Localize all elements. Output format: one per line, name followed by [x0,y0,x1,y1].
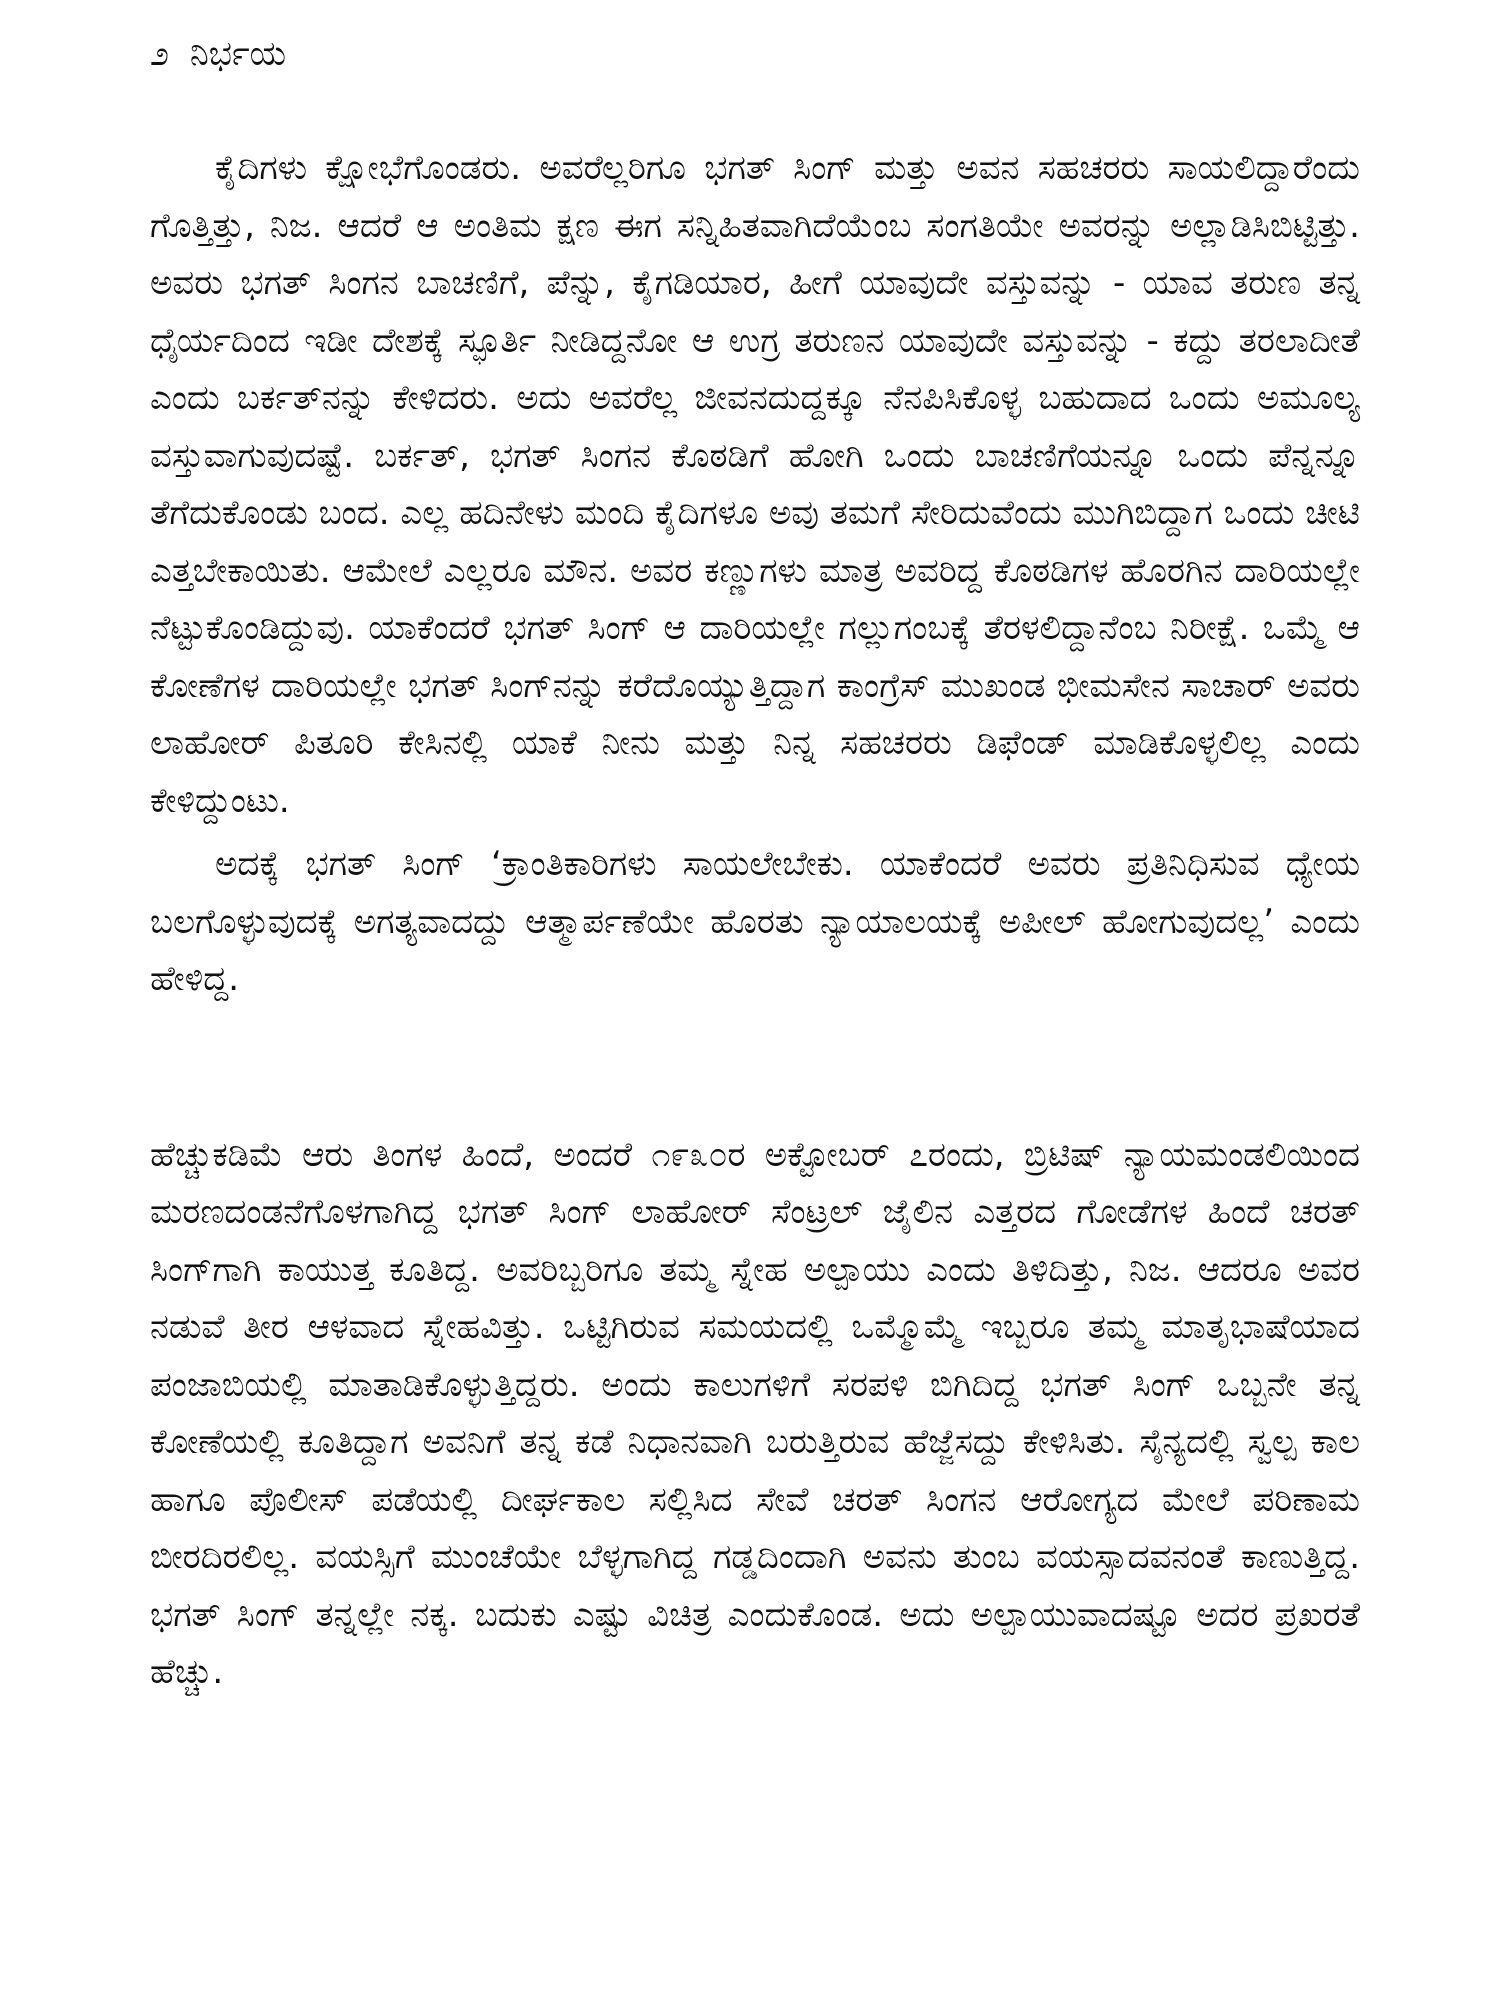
paragraph-prisoners: ಕೈದಿಗಳು ಕ್ಷೋಭೆಗೊಂಡರು. ಅವರೆಲ್ಲರಿಗೂ ಭಗತ್ ಸಿಂಗ್ ಮತ್ತು ಅವನ ಸಹಚರರು ಸಾಯಲಿದ್ದಾರೆಂದು ಗೊತ್ತಿತ್ತು, ನಿಜ. ಆದರೆ ಆ ಅಂತಿಮ ಕ್ಷಣ ಈಗ ಸನ್ನಿಹಿತವಾಗಿದೆಯೆಂಬ ಸಂಗತಿಯೇ ಅವರನ್ನು ಅಲ್ಲಾಡಿಸಿಬಿಟ್ಟಿತ್ತು. ಅವರು ಭಗತ್ ಸಿಂಗನ ಬಾಚಣಿಗೆ, ಪೆನ್ನು, ಕೈಗಡಿಯಾರ, ಹೀಗೆ ಯಾವುದೇ ವಸ್ತುವನ್ನು - ಯಾವ ತರುಣ ತನ್ನ ಧೈರ್ಯದಿಂದ ಇಡೀ ದೇಶಕ್ಕೆ ಸ್ಫೂರ್ತಿ ನೀಡಿದ್ದನೋ ಆ ಉಗ್ರ ತರುಣನ ಯಾವುದೇ ವಸ್ತುವನ್ನು - ಕದ್ದು ತರಲಾದೀತೆ ಎಂದು ಬರ್ಕತ್‌ನನ್ನು ಕೇಳಿದರು. ಅದು ಅವರೆಲ್ಲ ಜೀವನದುದ್ದಕ್ಕೂ ನೆನಪಿಸಿಕೊಳ್ಳ ಬಹುದಾದ ಒಂದು ಅಮೂಲ್ಯ ವಸ್ತುವಾಗುವುದಷ್ಟೆ. ಬರ್ಕತ್, ಭಗತ್ ಸಿಂಗನ ಕೊಠಡಿಗೆ ಹೋಗಿ ಒಂದು ಬಾಚಣಿಗೆಯನ್ನೂ ಒಂದು ಪೆನ್ನನ್ನೂ ತೆಗೆದುಕೊಂಡು ಬಂದ. ಎಲ್ಲ ಹದಿನೇಳು ಮಂದಿ ಕೈದಿಗಳೂ ಅವು ತಮಗೆ ಸೇರಿದುವೆಂದು ಮುಗಿಬಿದ್ದಾಗ ಒಂದು ಚೀಟಿ ಎತ್ತಬೇಕಾಯಿತು. ಆಮೇಲೆ ಎಲ್ಲರೂ ಮೌನ. ಅವರ ಕಣ್ಣುಗಳು ಮಾತ್ರ ಅವರಿದ್ದ ಕೊಠಡಿಗಳ ಹೊರಗಿನ ದಾರಿಯಲ್ಲೇ ನೆಟ್ಟುಕೊಂಡಿದ್ದುವು. ಯಾಕೆಂದರೆ ಭಗತ್ ಸಿಂಗ್ ಆ ದಾರಿಯಲ್ಲೇ ಗಲ್ಲುಗಂಬಕ್ಕೆ ತೆರಳಲಿದ್ದಾನೆಂಬ ನಿರೀಕ್ಷೆ. ಒಮ್ಮೆ ಆ ಕೋಣೆಗಳ ದಾರಿಯಲ್ಲೇ ಭಗತ್ ಸಿಂಗ್‌ನನ್ನು ಕರೆದೊಯ್ಯುತ್ತಿದ್ದಾಗ ಕಾಂಗ್ರೆಸ್ ಮುಖಂಡ ಭೀಮಸೇನ ಸಾಚಾರ್ ಅವರು ಲಾಹೋರ್ ಪಿತೂರಿ ಕೇಸಿನಲ್ಲಿ ಯಾಕೆ ನೀನು ಮತ್ತು ನಿನ್ನ ಸಹಚರರು ಡಿಫೆಂಡ್ ಮಾಡಿಕೊಳ್ಳಲಿಲ್ಲ ಎಂದು ಕೇಳಿದ್ದುಂಟು. [150,148,1360,821]
book-title: ನಿರ್ಭಯ [189,34,287,74]
paragraph-bhagat-reply: ಅದಕ್ಕೆ ಭಗತ್ ಸಿಂಗ್ ‘ಕ್ರಾಂತಿಕಾರಿಗಳು ಸಾಯಲೇಬೇಕು. ಯಾಕೆಂದರೆ ಅವರು ಪ್ರತಿನಿಧಿಸುವ ಧ್ಯೇಯ ಬಲಗೊಳ್ಳುವುದಕ್ಕೆ ಅಗತ್ಯವಾದದ್ದು ಆತ್ಮಾರ್ಪಣೆಯೇ ಹೊರತು ನ್ಯಾಯಾಲಯಕ್ಕೆ ಅಪೀಲ್ ಹೋಗುವುದಲ್ಲ’ ಎಂದು ಹೇಳಿದ್ದ. [150,844,1360,999]
paragraph-charat-singh: ಹೆಚ್ಚುಕಡಿಮೆ ಆರು ತಿಂಗಳ ಹಿಂದೆ, ಅಂದರೆ ೧೯೩೦ರ ಅಕ್ಟೋಬರ್ ೭ರಂದು, ಬ್ರಿಟಿಷ್ ನ್ಯಾಯಮಂಡಲಿಯಿಂದ ಮರಣದಂಡನೆಗೊಳಗಾಗಿದ್ದ ಭಗತ್ ಸಿಂಗ್ ಲಾಹೋರ್ ಸೆಂಟ್ರಲ್ ಜೈಲಿನ ಎತ್ತರದ ಗೋಡೆಗಳ ಹಿಂದೆ ಚರತ್ ಸಿಂಗ್‌ಗಾಗಿ ಕಾಯುತ್ತ ಕೂತಿದ್ದ. ಅವರಿಬ್ಬರಿಗೂ ತಮ್ಮ ಸ್ನೇಹ ಅಲ್ಪಾಯು ಎಂದು ತಿಳಿದಿತ್ತು, ನಿಜ. ಆದರೂ ಅವರ ನಡುವೆ ತೀರ ಆಳವಾದ ಸ್ನೇಹವಿತ್ತು. ಒಟ್ಟಿಗಿರುವ ಸಮಯದಲ್ಲಿ ಒಮ್ಮೊಮ್ಮೆ ಇಬ್ಬರೂ ತಮ್ಮ ಮಾತೃಭಾಷೆಯಾದ ಪಂಜಾಬಿಯಲ್ಲಿ ಮಾತಾಡಿಕೊಳ್ಳುತ್ತಿದ್ದರು. ಅಂದು ಕಾಲುಗಳಿಗೆ ಸರಪಳಿ ಬಿಗಿದಿದ್ದ ಭಗತ್ ಸಿಂಗ್ ಒಬ್ಬನೇ ತನ್ನ ಕೋಣೆಯಲ್ಲಿ ಕೂತಿದ್ದಾಗ ಅವನಿಗೆ ತನ್ನ ಕಡೆ ನಿಧಾನವಾಗಿ ಬರುತ್ತಿರುವ ಹೆಜ್ಜೆಸದ್ದು ಕೇಳಿಸಿತು. ಸೈನ್ಯದಲ್ಲಿ ಸ್ವಲ್ಪ ಕಾಲ ಹಾಗೂ ಪೊಲೀಸ್ ಪಡೆಯಲ್ಲಿ ದೀರ್ಘಕಾಲ ಸಲ್ಲಿಸಿದ ಸೇವೆ ಚರತ್ ಸಿಂಗನ ಆರೋಗ್ಯದ ಮೇಲೆ ಪರಿಣಾಮ ಬೀರದಿರಲಿಲ್ಲ. ವಯಸ್ಸಿಗೆ ಮುಂಚೆಯೇ ಬೆಳ್ಳಗಾಗಿದ್ದ ಗಡ್ಡದಿಂದಾಗಿ ಅವನು ತುಂಬ ವಯಸ್ಸಾದವನಂತೆ ಕಾಣುತ್ತಿದ್ದ. ಭಗತ್ ಸಿಂಗ್ ತನ್ನಲ್ಲೇ ನಕ್ಕ. ಬದುಕು ಎಷ್ಟು ವಿಚಿತ್ರ ಎಂದುಕೊಂಡ. ಅದು ಅಲ್ಪಾಯುವಾದಷ್ಟೂ ಅದರ ಪ್ರಖರತೆ ಹೆಚ್ಚು. [150,1134,1360,1692]
body-text [150,140,1360,1702]
page-number: ೨ [150,34,170,74]
running-header [150,30,286,78]
